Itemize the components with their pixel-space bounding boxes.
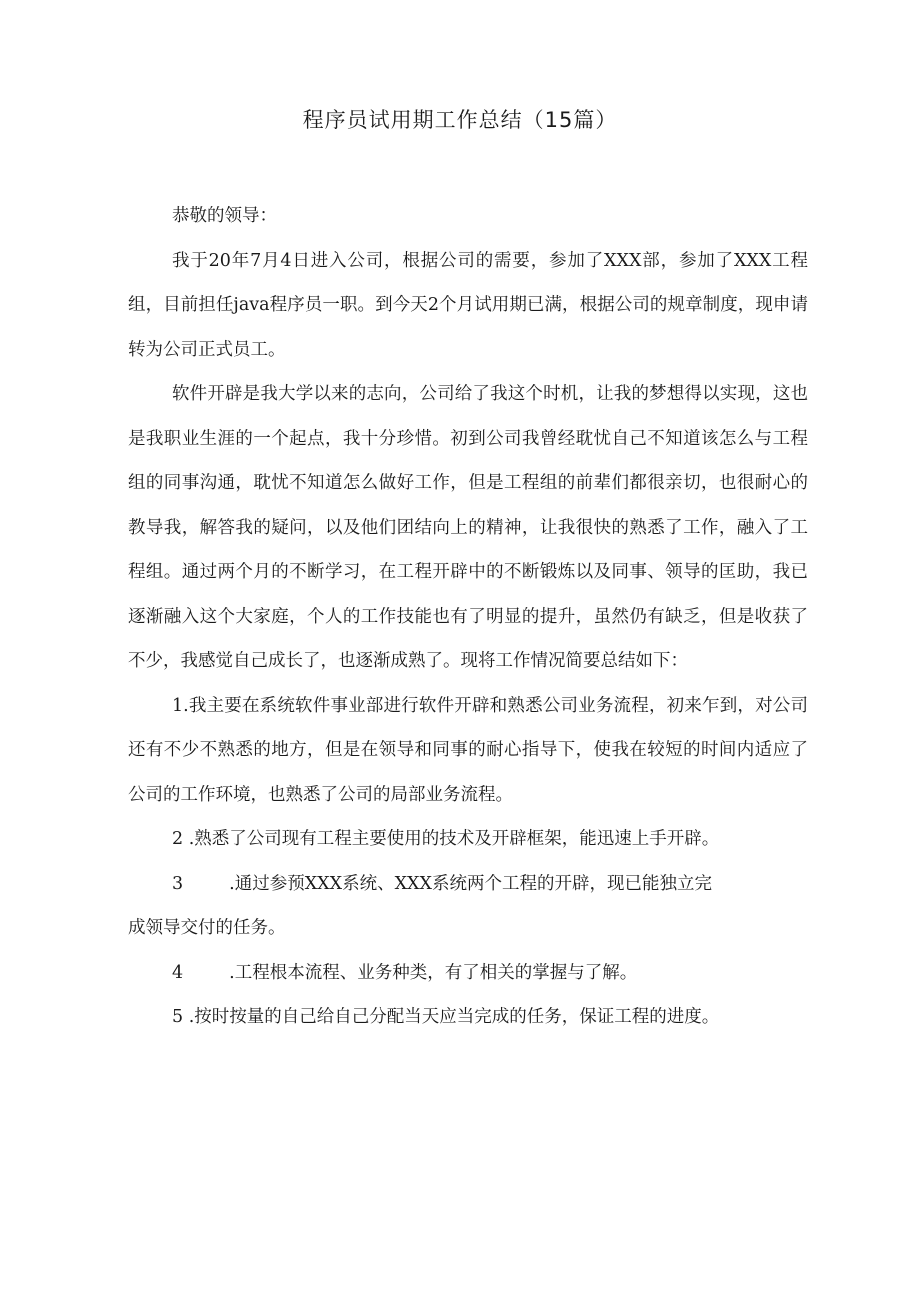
salutation: 恭敬的领导： [172, 206, 277, 226]
list-item-number: 2 [172, 829, 184, 849]
list-item-3-continuation: 成领导交付的任务。 [128, 918, 286, 938]
list-item-text: .按时按量的自己给自己分配当天应当完成的任务，保证工程的进度。 [188, 1007, 720, 1027]
list-item-2 [128, 817, 808, 862]
paragraph-1: 我于20年7月4日进入公司，根据公司的需要，参加了XXX部，参加了XXX工程组，目前担任java程序员一职。到今天2个月试用期已满，根据公司的规章制度，现申请转为公司正式员工。 [128, 250, 808, 360]
list-item-3 [128, 862, 808, 907]
list-item-text: .通过参预XXX系统、XXX系统两个工程的开辟，现已能独立完 [229, 873, 712, 894]
document-title: 程序员试用期工作总结（15篇） [302, 108, 618, 132]
list-item-text: .工程根本流程、业务种类，有了相关的掌握与了解。 [229, 962, 638, 983]
list-item-number: 5 [172, 1007, 184, 1027]
list-item-text: .熟悉了公司现有工程主要使用的技术及开辟框架，能迅速上手开辟。 [188, 829, 720, 849]
document-body [128, 194, 808, 1040]
paragraph-2: 软件开辟是我大学以来的志向，公司给了我这个时机，让我的梦想得以实现，这也是我职业生涯的一个起点，我十分珍惜。初到公司我曾经耽忧自己不知道该怎么与工程组的同事沟通，耽忧不知道怎么做好工作，但是工程组的前辈们都很亲切，也很耐心的教导我，解答我的疑问，以及他们团结向上的精神，让我很快的熟悉了工作，融入了工程组。通过两个月的不断学习，在工程开辟中的不断锻炼以及同事、领导的匡助，我已逐渐融入这个大家庭，个人的工作技能也有了明显的提升，虽然仍有缺乏，但是收获了不少，我感觉自己成长了，也逐渐成熟了。现将工作情况简要总结如下： [128, 384, 808, 671]
paragraph-3: 1.我主要在系统软件事业部进行软件开辟和熟悉公司业务流程，初来乍到，对公司还有不少不熟悉的地方，但是在领导和同事的耐心指导下，使我在较短的时间内适应了公司的工作环境，也熟悉了公司的局部业务流程。 [128, 695, 808, 805]
list-item-5 [128, 995, 808, 1040]
list-item-4 [128, 951, 808, 996]
list-item-number: 3 [172, 873, 184, 894]
list-item-number: 4 [172, 962, 184, 983]
